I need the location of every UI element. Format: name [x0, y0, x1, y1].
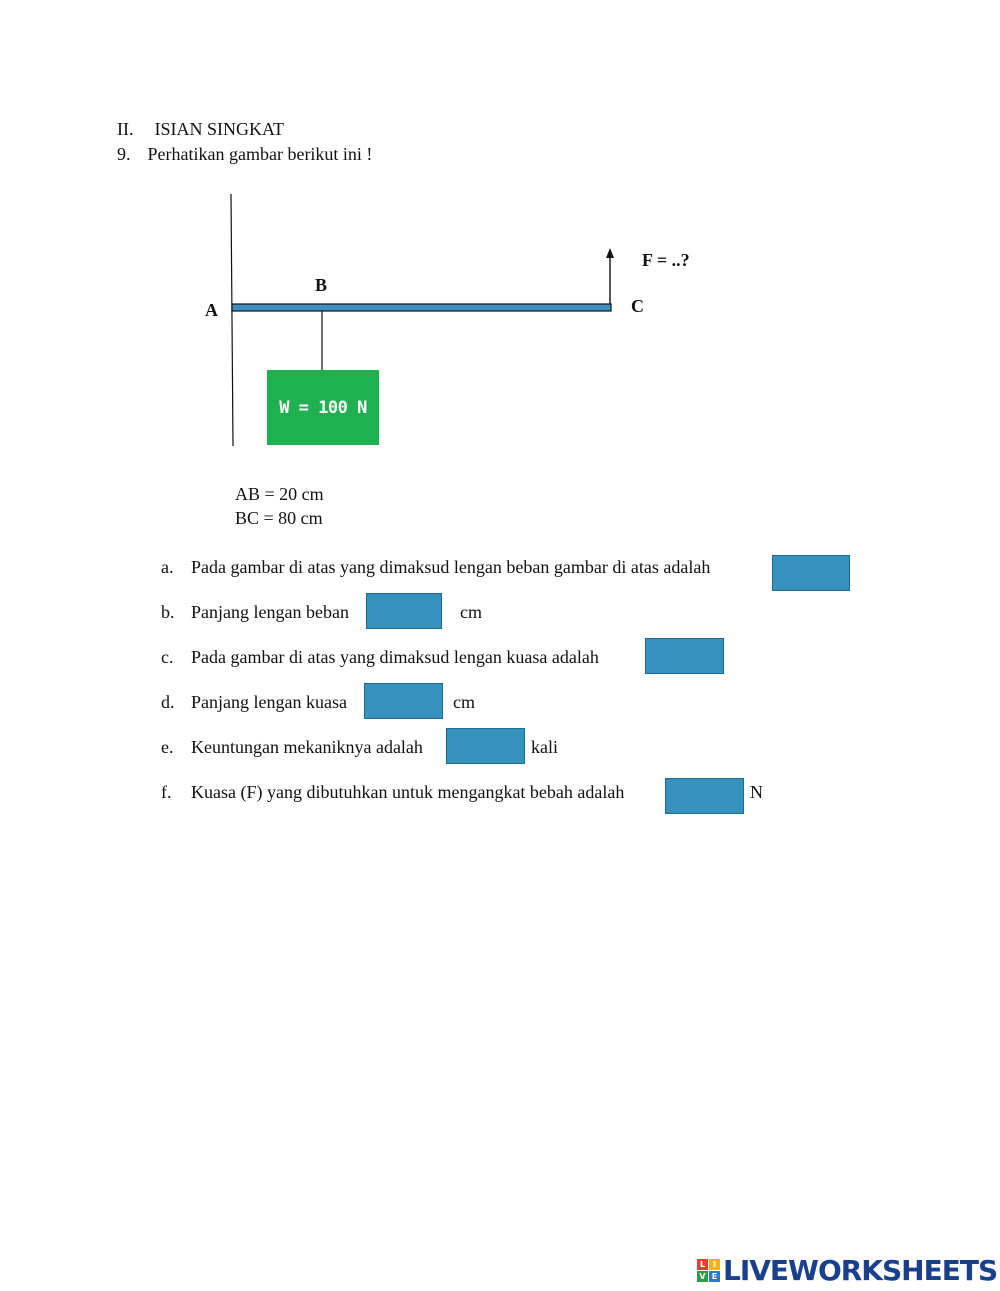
question-prompt: Perhatikan gambar berikut ini !: [147, 144, 373, 164]
logo-tile: I: [709, 1259, 720, 1270]
list-item: [161, 556, 710, 578]
given-bc: BC = 80 cm: [235, 508, 323, 528]
section-heading: [117, 118, 284, 140]
logo-tile: L: [697, 1259, 708, 1270]
unit-label: kali: [531, 737, 558, 757]
item-letter: f.: [161, 782, 172, 802]
weight-label: W = 100 N: [279, 397, 367, 418]
item-text: Pada gambar di atas yang dimaksud lengan beban gambar di atas adalah: [191, 557, 711, 577]
item-text: Kuasa (F) yang dibutuhkan untuk mengangkat bebah adalah: [191, 782, 625, 802]
section-title: ISIAN SINGKAT: [154, 119, 284, 139]
answer-input-e[interactable]: [446, 728, 525, 764]
list-item: [161, 601, 349, 623]
answer-input-c[interactable]: [645, 638, 724, 674]
force-label: F = ..?: [642, 250, 690, 270]
logo-tiles-icon: [697, 1259, 720, 1282]
item-letter: a.: [161, 557, 174, 577]
label-b: B: [315, 275, 328, 295]
lever-diagram: [195, 188, 715, 453]
liveworksheets-logo[interactable]: [697, 1253, 997, 1287]
label-c: C: [631, 296, 644, 316]
weight-box: [267, 370, 379, 445]
logo-tile: E: [709, 1271, 720, 1282]
list-item: [161, 781, 624, 803]
item-letter: b.: [161, 602, 175, 622]
list-item: [161, 691, 347, 713]
item-letter: e.: [161, 737, 174, 757]
unit-label: N: [750, 782, 763, 802]
list-item: [161, 736, 423, 758]
unit-label: cm: [460, 602, 482, 622]
label-a: A: [205, 300, 218, 320]
answer-input-b[interactable]: [366, 593, 442, 629]
given-ab: AB = 20 cm: [235, 484, 324, 504]
logo-text: LIVEWORKSHEETS: [723, 1253, 998, 1287]
answer-input-f[interactable]: [665, 778, 744, 814]
unit-label: cm: [453, 692, 475, 712]
item-text: Panjang lengan beban: [191, 602, 349, 622]
answer-input-a[interactable]: [772, 555, 850, 591]
section-numeral: II.: [117, 119, 134, 139]
logo-tile: V: [697, 1271, 708, 1282]
item-text: Pada gambar di atas yang dimaksud lengan kuasa adalah: [191, 647, 599, 667]
force-arrow-head: [606, 248, 614, 258]
item-text: Panjang lengan kuasa: [191, 692, 347, 712]
lever-bar: [232, 304, 611, 311]
item-text: Keuntungan mekaniknya adalah: [191, 737, 423, 757]
item-letter: d.: [161, 692, 175, 712]
list-item: [161, 646, 599, 668]
support-wall-line: [231, 194, 233, 446]
question-number: 9.: [117, 144, 131, 164]
question-line: [117, 143, 372, 165]
item-letter: c.: [161, 647, 174, 667]
answer-input-d[interactable]: [364, 683, 443, 719]
